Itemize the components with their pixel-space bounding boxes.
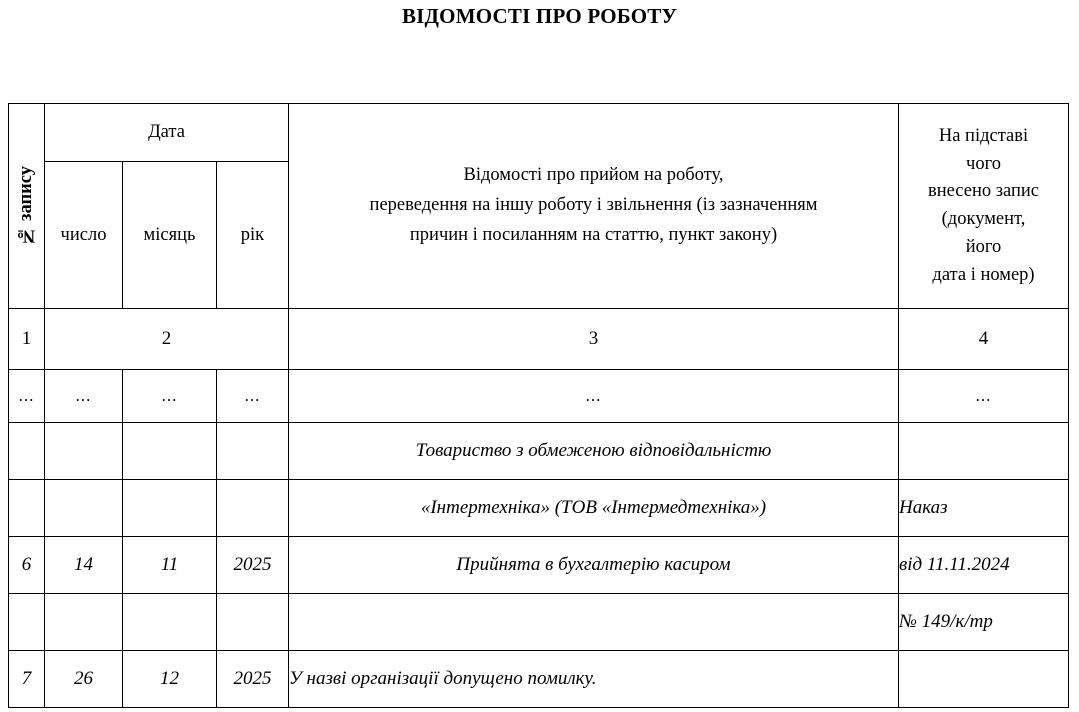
header-basis (899, 104, 1069, 309)
header-basis-line5: його (965, 236, 1002, 257)
header-day: число (45, 162, 123, 309)
table-body (9, 104, 1069, 708)
cell-day (45, 594, 123, 651)
column-number-1: 1 (9, 309, 45, 370)
header-year: рік (217, 162, 289, 309)
header-basis-line2: чого (966, 153, 1001, 174)
header-basis-line4: (документ, (941, 209, 1026, 229)
cell-basis: Наказ (899, 480, 1069, 537)
cell-year (217, 594, 289, 651)
cell-basis (899, 423, 1069, 480)
header-record-no (9, 104, 45, 309)
cell-month (123, 423, 217, 480)
table-row (9, 537, 1069, 594)
page-title: ВІДОМОСТІ ПРО РОБОТУ (401, 4, 678, 28)
ellipsis-cell-info: ... (289, 370, 899, 423)
cell-record-no: 6 (9, 537, 45, 594)
cell-record-no (9, 480, 45, 537)
cell-record-no: 7 (9, 651, 45, 708)
cell-day (45, 423, 123, 480)
cell-record-no (9, 594, 45, 651)
column-number-3: 3 (289, 309, 899, 370)
header-row-top (9, 104, 1069, 162)
cell-month: 11 (123, 537, 217, 594)
cell-day (45, 480, 123, 537)
cell-year: 2025 (217, 651, 289, 708)
ellipsis-cell-month: ... (123, 370, 217, 423)
table-row (9, 651, 1069, 708)
cell-year (217, 480, 289, 537)
cell-day: 14 (45, 537, 123, 594)
column-number-row (9, 309, 1069, 370)
cell-basis (899, 651, 1069, 708)
column-number-4: 4 (899, 309, 1069, 370)
header-basis-line3: внесено запис (927, 181, 1040, 202)
cell-work-info: Товариство з обмеженою відповідальністю (289, 423, 899, 480)
header-work-info (289, 104, 899, 309)
ellipsis-cell-year: ... (217, 370, 289, 423)
work-record-table (8, 103, 1069, 708)
table-row (9, 594, 1069, 651)
table-row (9, 480, 1069, 537)
cell-work-info: У назві організації допущено помилку. (289, 651, 899, 708)
cell-month: 12 (123, 651, 217, 708)
cell-work-info: Прийнята в бухгалтерію касиром (289, 537, 899, 594)
header-month: місяць (123, 162, 217, 309)
cell-year: 2025 (217, 537, 289, 594)
cell-month (123, 594, 217, 651)
header-basis-line1: На підставі (938, 125, 1029, 146)
cell-record-no (9, 423, 45, 480)
ellipsis-cell-day: ... (45, 370, 123, 423)
header-basis-line6: дата і номер) (932, 264, 1035, 285)
cell-month (123, 480, 217, 537)
cell-basis: № 149/к/тр (899, 594, 1069, 651)
ellipsis-row (9, 370, 1069, 423)
cell-work-info (289, 594, 899, 651)
cell-day: 26 (45, 651, 123, 708)
ellipsis-cell-basis: ... (899, 370, 1069, 423)
cell-year (217, 423, 289, 480)
header-work-info-line2: переведення на іншу роботу і звільнення (із зазначенням (369, 195, 818, 216)
column-number-2: 2 (45, 309, 289, 370)
work-record-table-wrapper (8, 103, 1068, 708)
header-date-group: Дата (45, 104, 289, 162)
table-row (9, 423, 1069, 480)
header-work-info-line1: Відомості про прийом на роботу, (463, 165, 724, 186)
ellipsis-cell-num: ... (9, 370, 45, 423)
cell-work-info: «Інтертехніка» (ТОВ «Інтермедтехніка») (289, 480, 899, 537)
cell-basis: від 11.11.2024 (899, 537, 1069, 594)
header-record-no-label: № запису (16, 166, 37, 246)
header-work-info-line3: причин і посиланням на статтю, пункт закону) (409, 224, 778, 245)
